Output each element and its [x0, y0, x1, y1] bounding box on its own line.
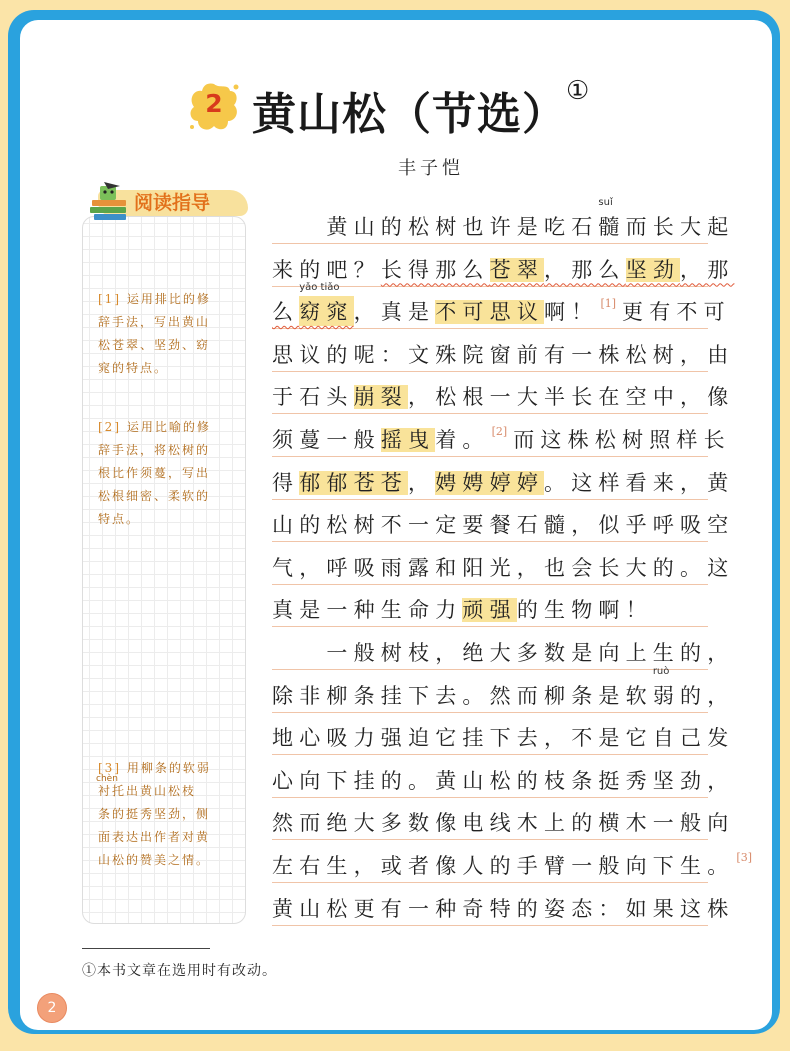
books-icon: [86, 180, 130, 224]
text-span: 得: [272, 470, 300, 495]
note-line: 条的挺秀坚劲，侧: [98, 807, 211, 821]
pinyin: ruò: [652, 665, 670, 677]
page-number: 2: [37, 993, 67, 1023]
text-span: 啊！: [544, 300, 599, 325]
highlighted-word: [299, 282, 354, 326]
lesson-number: 2: [205, 89, 223, 118]
note-line: 山松的赞美之情。: [98, 853, 211, 867]
text-line: [272, 197, 735, 253]
text-span: 须蔓一般: [272, 428, 381, 452]
text-span: 。这样看来，黄: [544, 470, 735, 495]
text-line: [272, 424, 731, 466]
text-line: 气，呼吸雨露和阳光，也会长大的。这: [272, 555, 735, 580]
page-title: 黄山松（节选）: [252, 89, 567, 140]
text-line: [272, 282, 731, 338]
pinyin: chèn: [96, 774, 118, 784]
lesson-header: [0, 74, 790, 144]
text-span: ，松根一大半长在空中，像: [408, 385, 735, 410]
text-span: 除非柳条挂下去。然而柳条是软: [272, 683, 653, 708]
text-span: 的，: [680, 683, 735, 708]
text-line: 一般树枝，绝大多数是向上生的，: [272, 641, 735, 665]
highlighted-word: 苍翠: [489, 257, 545, 282]
highlighted-word: 崩裂: [353, 385, 409, 410]
note-line: 根比作须蔓，写出: [98, 466, 211, 480]
footnote: ①本书文章在选用时有改动。: [82, 963, 277, 979]
annotated-word: 窈窕: [299, 300, 354, 325]
text-span: 的生物啊！: [516, 598, 653, 623]
note-char: 衬: [98, 784, 113, 798]
text-span: 而这株松树照样长: [513, 428, 731, 452]
annotated-char: 弱: [652, 683, 681, 708]
pinyin: yǎo tiǎo: [299, 282, 340, 294]
guide-note-2: [98, 416, 238, 531]
reading-guide-header: [84, 180, 254, 230]
guide-note-1: [98, 288, 238, 380]
text-span: ，: [408, 470, 436, 495]
text-span: 来的吧？: [272, 257, 381, 282]
text-line: [272, 850, 752, 892]
note-line: 窕的特点。: [98, 361, 169, 375]
lesson-badge: [188, 81, 240, 133]
text-line: 黄山松更有一种奇特的姿态：如果这株: [272, 896, 735, 921]
guide-note-3: [98, 757, 238, 872]
highlighted-word: 坚劲: [625, 257, 681, 282]
note-line: 辞手法，将松树的: [98, 443, 211, 457]
text-line: [272, 381, 735, 423]
text-line: [272, 467, 735, 509]
highlighted-word: 摇曳: [380, 428, 436, 452]
highlighted-word: 郁郁苍苍: [299, 470, 409, 495]
note-line: 用柳条的软弱: [126, 761, 211, 775]
note-reference[interactable]: [3]: [736, 851, 752, 864]
text-span: 于石头: [272, 385, 354, 410]
text-line: 心向下挂的。黄山松的枝条挺秀坚劲，: [272, 768, 735, 793]
author: 丰子恺: [398, 158, 464, 179]
highlighted-word: 娉娉婷婷: [435, 470, 545, 495]
note-index: [1]: [98, 292, 121, 306]
text-span: 真是一种生命力: [272, 598, 463, 623]
text-span: ，真是: [353, 300, 436, 325]
pinyin-annotated-char: [96, 774, 118, 803]
note-line: 辞手法，写出黄山: [98, 315, 211, 329]
title-footnote-mark[interactable]: ①: [566, 76, 590, 106]
note-index: [3]: [98, 761, 121, 775]
text-line: [272, 594, 712, 636]
note-line: 面表达出作者对黄: [98, 830, 211, 844]
note-reference[interactable]: [1]: [600, 297, 617, 311]
note-line: 松苍翠、坚劲、窈: [98, 338, 211, 352]
annotated-word: [598, 197, 626, 241]
note-reference[interactable]: [2]: [491, 425, 508, 438]
annotated-char: 髓: [598, 215, 626, 239]
text-line: 地心吸力强迫它挂下去，不是它自己发: [272, 726, 735, 751]
annotated-word: [652, 665, 681, 710]
text-line: 山的松树不一定要餐石髓，似乎呼吸空: [272, 513, 735, 538]
text-line: 然而绝大多数像电线木上的横木一般向: [272, 811, 735, 836]
note-line: 松根细密、柔软的: [98, 489, 211, 503]
text-line: [272, 665, 735, 722]
highlighted-word: 顽强: [462, 598, 517, 623]
text-span: 而长大起: [625, 215, 735, 239]
text-span: ，那: [680, 257, 735, 282]
note-line: 运用排比的修: [126, 292, 211, 306]
text-line: 思议的呢：文殊院窗前有一株松树，由: [272, 342, 735, 367]
text-span: 长得那么: [380, 257, 490, 282]
note-line: 托出黄山松枝: [112, 784, 197, 798]
note-line: 运用比喻的修: [126, 420, 211, 434]
note-index: [2]: [98, 420, 121, 434]
text-span: 更有不可: [622, 300, 731, 325]
text-span: 左右生，或者像人的手臂一般向下生。: [272, 854, 735, 878]
reading-guide-title: 阅读指导: [134, 192, 211, 214]
highlighted-word: 不可思议: [435, 300, 545, 325]
text-span: 么: [272, 300, 300, 325]
footnote-divider: [82, 948, 210, 949]
text-span: 黄山的松树也许是吃石: [272, 215, 599, 239]
text-span: ，那么: [544, 257, 626, 282]
note-line: 特点。: [98, 512, 141, 526]
pinyin: suǐ: [598, 197, 613, 208]
text-span: 着。: [435, 428, 490, 452]
